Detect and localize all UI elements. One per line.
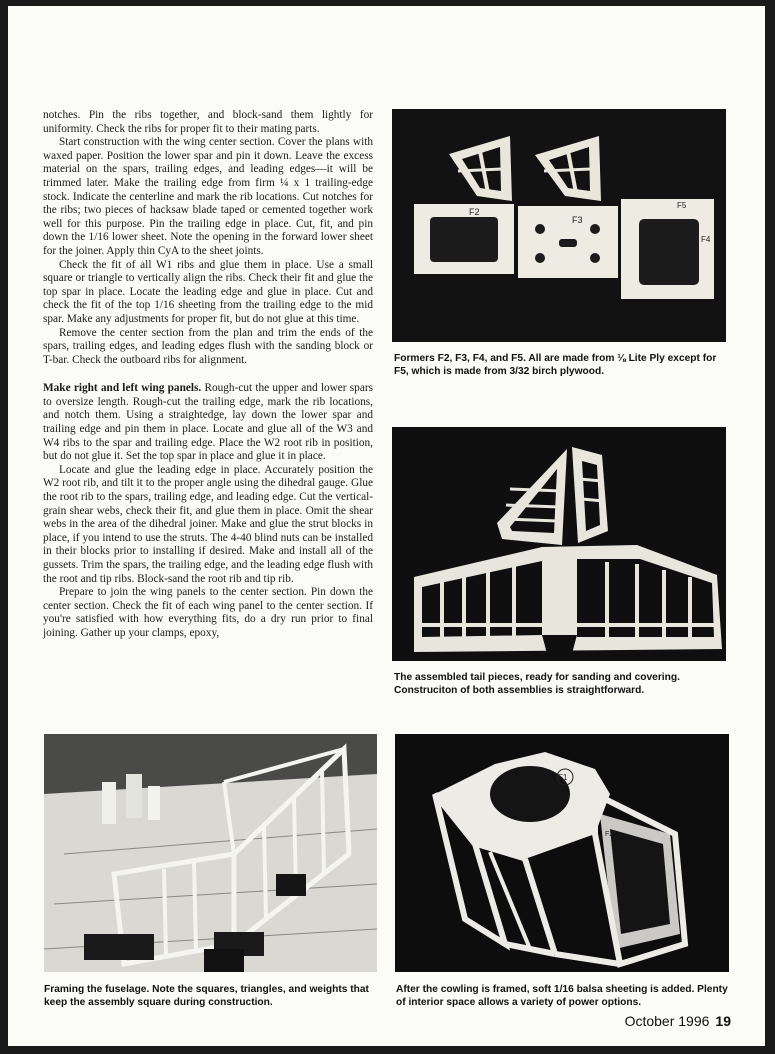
page-number: 19 bbox=[715, 1013, 731, 1029]
paragraph: Locate and glue the leading edge in place. Accurately position the W2 root rib, and tilt it to the proper angle using the dihedral gauge. Glue the root rib to the spars, trailing edge, and leading edge. Cut the vertical-grain shear webs, check their fit, and glue them in place. Omit the shear webs in the area of the dihedral joiner. Make and glue the strut blocks in place, if you intend to use the struts. The 4-40 blind nuts can be installed in their blocks prior to installing if desired. Make and install all of the gussets. Trim the spars, the trailing edge, and the leading edge flush with the root and tip ribs. Block-sand the root rib and tip rib. bbox=[43, 463, 373, 585]
fuselage-photo bbox=[44, 734, 377, 972]
cowling-photo bbox=[395, 734, 729, 972]
section-paragraph bbox=[43, 382, 373, 464]
fuselage-caption: Framing the fuselage. Note the squares, triangles, and weights that keep the assembly square during construction. bbox=[44, 984, 369, 1008]
former-label-f1: F1 bbox=[558, 773, 568, 782]
article-text-column bbox=[43, 109, 373, 641]
paragraph: notches. Pin the ribs together, and block-sand them lightly for uniformity. Check the ribs for proper fit to their mating parts. bbox=[43, 109, 373, 135]
formers-photo bbox=[392, 109, 726, 342]
former-label-f2: F2 bbox=[605, 831, 614, 838]
section-lead-text: Rough-cut the upper and lower spars to oversize length. Rough-cut the trailing edge, mark the rib locations, and notch them. Using a straightedge, lay down the lower spar and trailing edge and pin them in place. Locate and glue all of the W3 and W4 ribs to the spar and trailing edge. Place the W2 root rib in position, but do not glue it. Set the top spar in place and glue it in place. bbox=[43, 382, 373, 463]
paragraph: Prepare to join the wing panels to the center section. Pin down the center section. Check the fit of each wing panel to the center section. If you're satisfied with how everything fits, do a dry run prior to final joining. Gather up your clamps, epoxy, bbox=[43, 586, 373, 639]
cowling-illustration bbox=[395, 734, 729, 972]
tail-illustration bbox=[392, 427, 726, 661]
tail-caption: The assembled tail pieces, ready for sanding and covering. Construciton of both assemblies is straightforward. bbox=[394, 672, 680, 696]
formers-caption: Formers F2, F3, F4, and F5. All are made from ⅛ Lite Ply except for F5, which is made from 3/32 birch plywood. bbox=[394, 353, 717, 377]
former-label-f4: F4 bbox=[701, 235, 711, 244]
former-label-f2: F2 bbox=[469, 207, 480, 217]
paragraph: Start construction with the wing center section. Cover the plans with waxed paper. Position the lower spar and pin it down. Leave the excess material on the spars, trailing edges, and leading edges—it will be trimmed later. Make the trailing edge from firm ¼ x 1 trailing-edge stock. Indicate the centerline and mark the rib locations. Cut notches for the ribs; two pieces of hacksaw blade taped or cemented together work well for this purpose. Pin the trailing edge in place. Cut, fit, and pin down the 1/16 lower sheet. Note the opening in the forward lower sheet for the joiner. Apply thin CyA to the sheet joints. bbox=[43, 136, 373, 257]
issue-date: October 1996 bbox=[624, 1013, 710, 1029]
cowling-caption: After the cowling is framed, soft 1/16 balsa sheeting is added. Plenty of interior space allows a variety of power options. bbox=[396, 984, 728, 1008]
fuselage-illustration bbox=[44, 734, 377, 972]
page-footer bbox=[625, 1013, 731, 1029]
paragraph: Remove the center section from the plan and trim the ends of the spars, trailing edges, and leading edges flush with the sanding block or T-bar. Check the outboard ribs for alignment. bbox=[43, 326, 373, 366]
former-label-f3: F3 bbox=[572, 215, 583, 225]
formers-illustration bbox=[392, 109, 726, 342]
former-label-f5: F5 bbox=[677, 201, 687, 210]
section-heading: Make right and left wing panels. bbox=[43, 382, 202, 395]
paragraph: Check the fit of all W1 ribs and glue them in place. Use a small square or triangle to vertically align the ribs. Check their fit and glue the top spar in place. Locate the leading edge and glue in place. Cut and check the fit of the top 1/16 sheeting from the trailing edge to the mid spar. Make any adjustments for proper fit, but do not glue at this time. bbox=[43, 258, 373, 325]
tail-pieces-photo bbox=[392, 427, 726, 661]
